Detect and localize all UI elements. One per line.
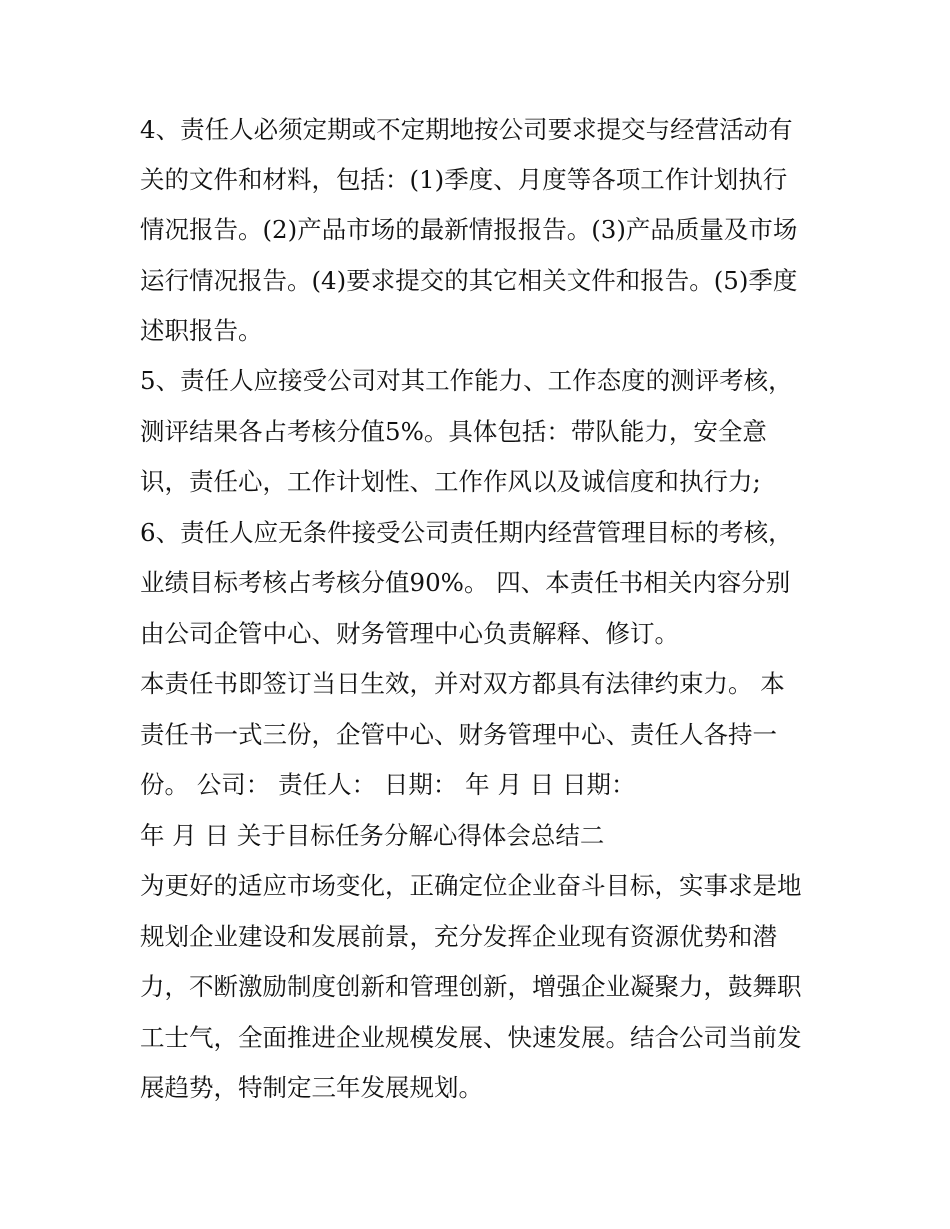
paragraph-line: 运行情况报告。(4)要求提交的其它相关文件和报告。(5)季度 <box>140 266 798 295</box>
paragraph-line: 份。 公司： 责任人： 日期： 年 月 日 日期： <box>140 770 636 799</box>
paragraph-line: 展趋势，特制定三年发展规划。 <box>140 1073 483 1102</box>
paragraph-line: 业绩目标考核占考核分值90%。 四、本责任书相关内容分别 <box>140 568 791 597</box>
paragraph-line: 规划企业建设和发展前景，充分发挥企业现有资源优势和潜 <box>140 922 777 951</box>
paragraph-line: 工士气，全面推进企业规模发展、快速发展。结合公司当前发 <box>140 1023 802 1052</box>
paragraph-line: 责任书一式三份，企管中心、财务管理中心、责任人各持一 <box>140 720 777 749</box>
paragraph-line: 为更好的适应市场变化，正确定位企业奋斗目标，实事求是地 <box>140 871 802 900</box>
paragraph-line: 由公司企管中心、财务管理中心负责解释、修订。 <box>140 619 679 648</box>
paragraph-line: 关的文件和材料，包括：(1)季度、月度等各项工作计划执行 <box>140 165 788 194</box>
paragraph-line: 述职报告。 <box>140 316 263 345</box>
paragraph-line: 测评结果各占考核分值5%。具体包括：带队能力，安全意 <box>140 417 767 446</box>
paragraph-line: 6、责任人应无条件接受公司责任期内经营管理目标的考核， <box>140 518 793 547</box>
paragraph-line: 本责任书即签订当日生效，并对双方都具有法律约束力。 本 <box>140 669 785 698</box>
paragraph-line: 情况报告。(2)产品市场的最新情报报告。(3)产品质量及市场 <box>140 215 798 244</box>
paragraph-line: 4、责任人必须定期或不定期地按公司要求提交与经营活动有 <box>140 115 793 144</box>
paragraph-line: 年 月 日 关于目标任务分解心得体会总结二 <box>140 821 605 850</box>
paragraph-line: 5、责任人应接受公司对其工作能力、工作态度的测评考核， <box>140 366 793 395</box>
paragraph-line: 识，责任心，工作计划性、工作作风以及诚信度和执行力; <box>140 467 761 496</box>
paragraph-line: 力，不断激励制度创新和管理创新，增强企业凝聚力，鼓舞职 <box>140 972 802 1001</box>
